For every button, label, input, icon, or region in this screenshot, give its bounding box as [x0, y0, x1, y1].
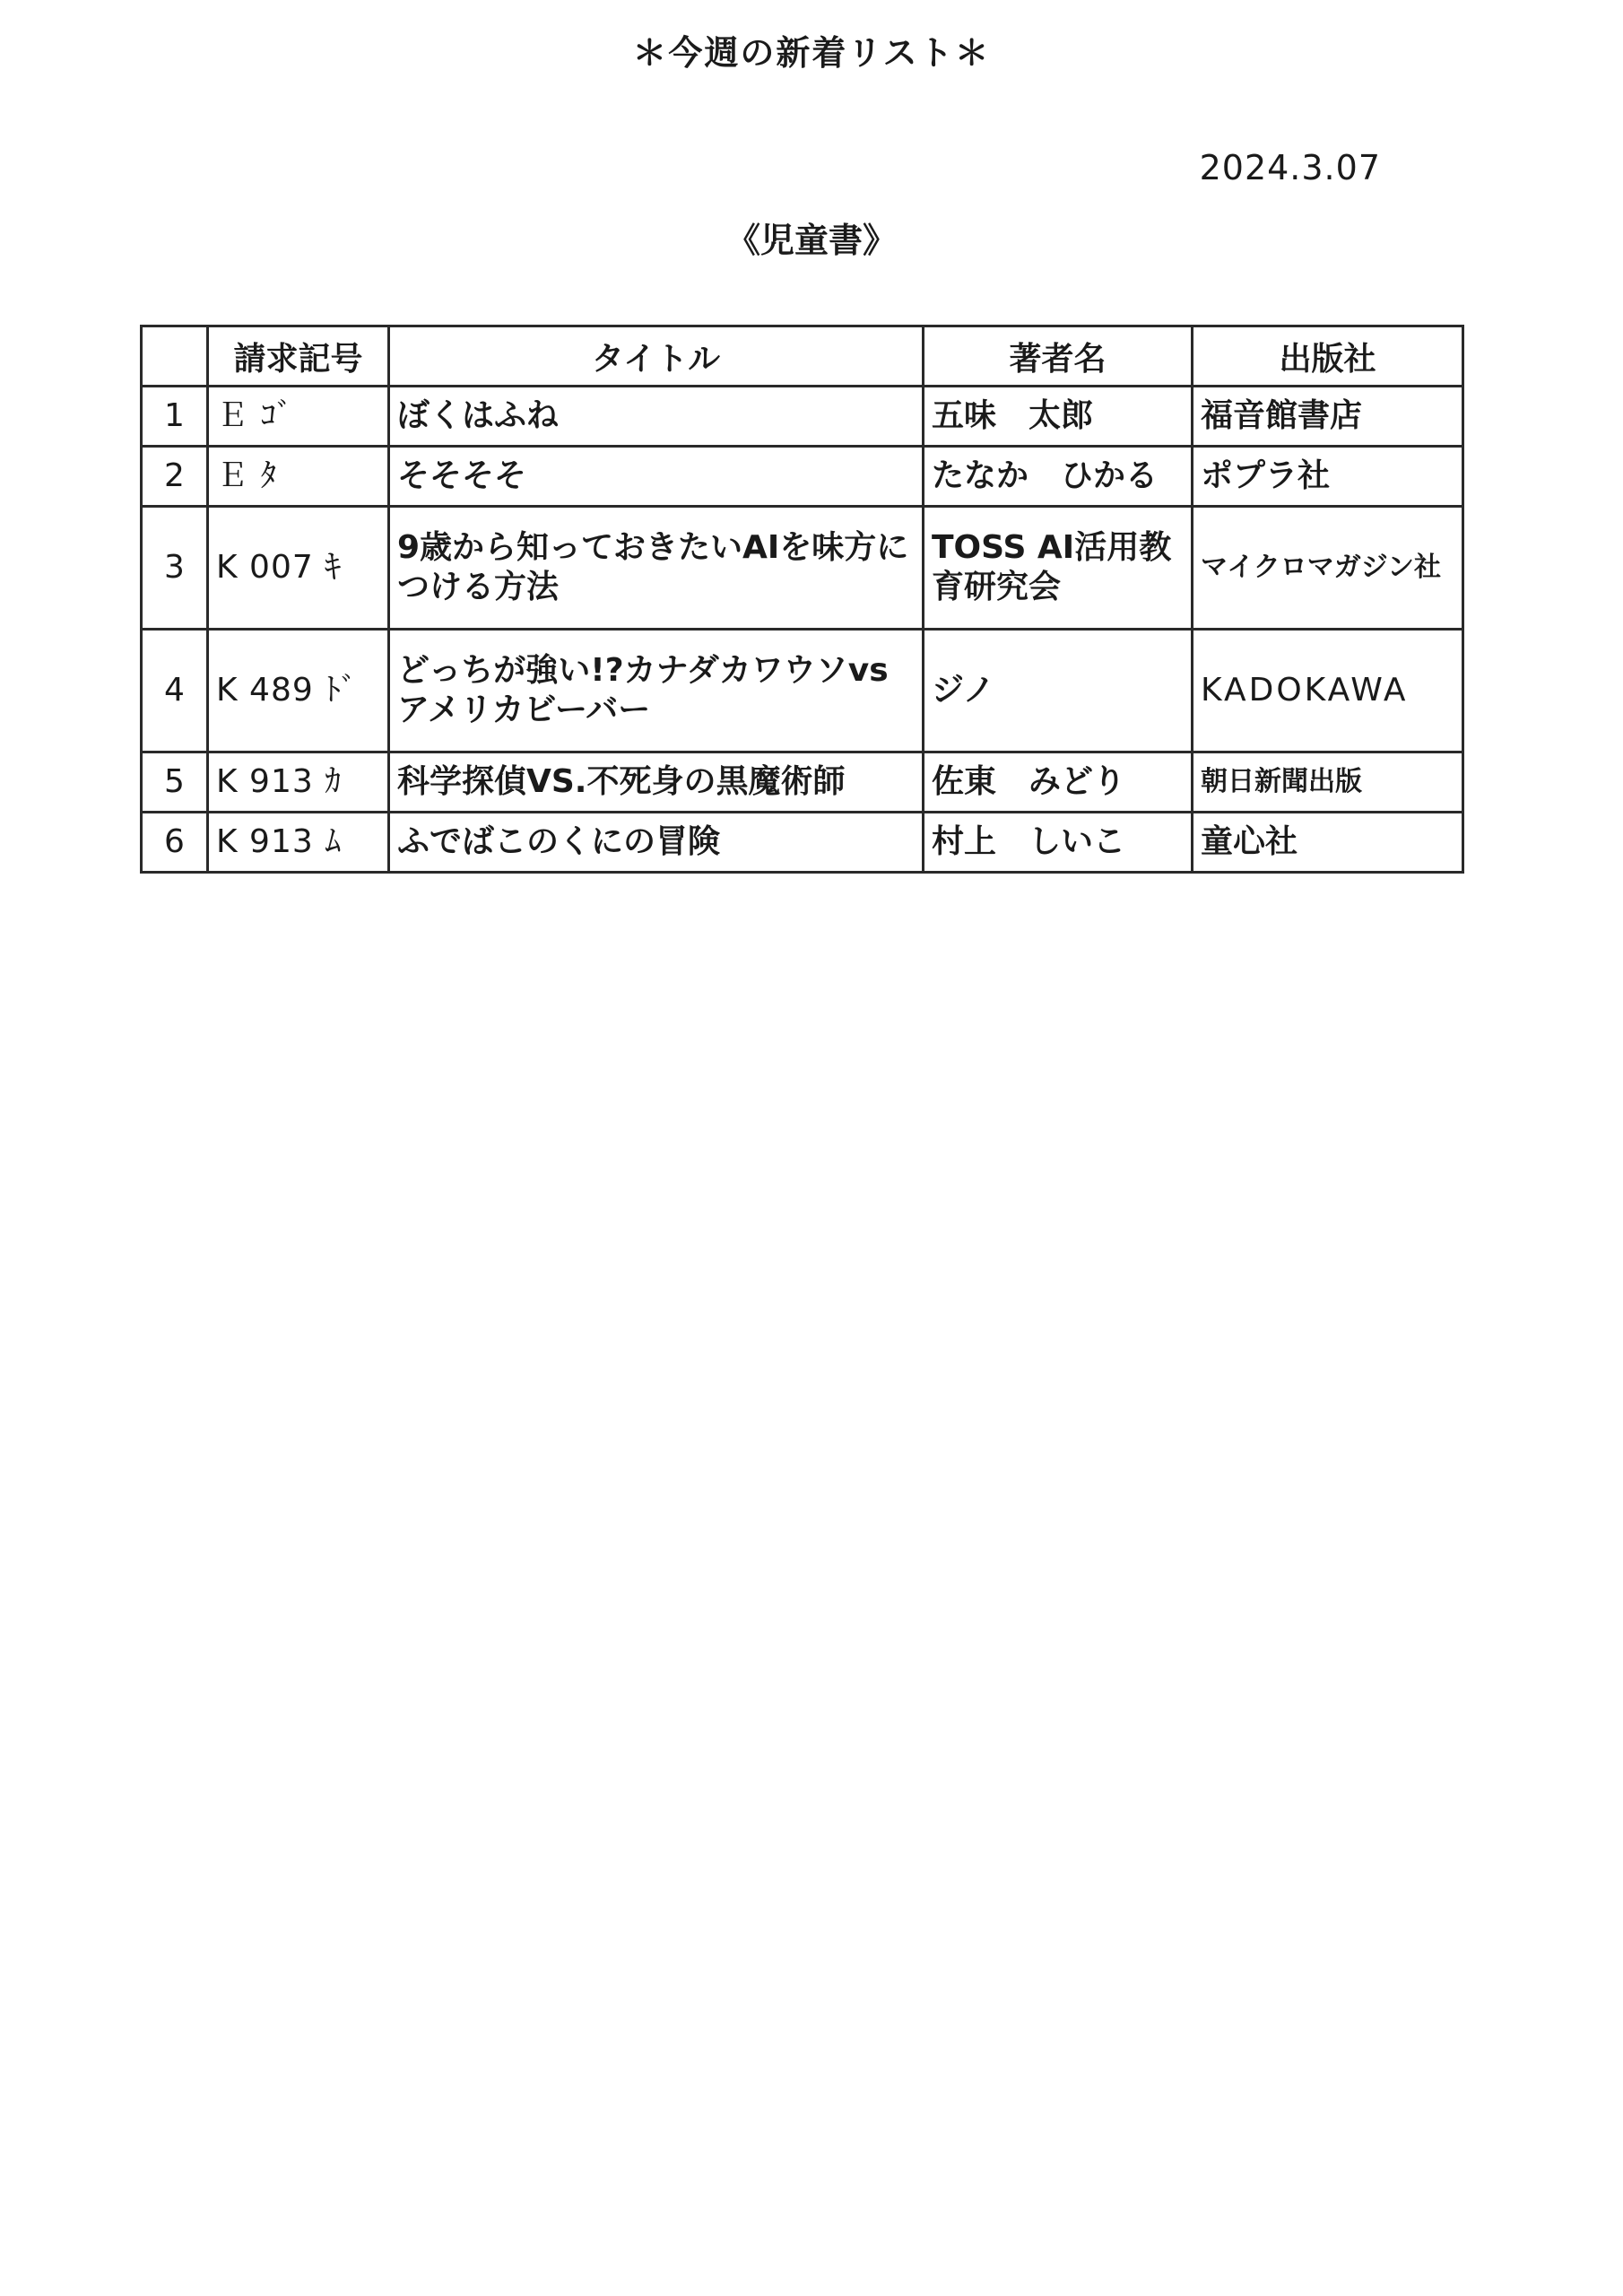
title-cell: そそそそ [389, 447, 924, 507]
publisher-cell: 福音館書店 [1193, 387, 1463, 447]
author-cell: たなか ひかる [924, 447, 1193, 507]
header-title: タイトル [389, 326, 924, 387]
call-number-cell: Ｅ ﾀ [208, 447, 389, 507]
row-number: 1 [142, 387, 208, 447]
author-cell: 村上 しいこ [924, 813, 1193, 873]
row-number: 5 [142, 752, 208, 813]
section-heading: 《児童書》 [725, 221, 897, 260]
header-call-number: 請求記号 [208, 326, 389, 387]
title-cell: ぼくはふね [389, 387, 924, 447]
table-header-row [142, 326, 1463, 387]
title-cell: どっちが強い!?カナダカワウソvsアメリカビーバー [389, 630, 924, 752]
new-arrivals-table [140, 325, 1464, 874]
title-cell: ふでばこのくにの冒険 [389, 813, 924, 873]
page-title: ＊今週の新着リスト＊ [632, 33, 991, 73]
publisher-cell: マイクロマガジン社 [1193, 507, 1463, 630]
header-author: 著者名 [924, 326, 1193, 387]
table-row [142, 447, 1463, 507]
table-row [142, 630, 1463, 752]
publisher-cell: 童心社 [1193, 813, 1463, 873]
title-cell: 科学探偵VS.不死身の黒魔術師 [389, 752, 924, 813]
author-cell: 佐東 みどり [924, 752, 1193, 813]
author-cell: TOSS AI活用教育研究会 [924, 507, 1193, 630]
title-cell: 9歳から知っておきたいAIを味方につける方法 [389, 507, 924, 630]
table-row [142, 813, 1463, 873]
call-number-cell: Ｅ ｺﾞ [208, 387, 389, 447]
header-publisher: 出版社 [1193, 326, 1463, 387]
row-number: 3 [142, 507, 208, 630]
call-number-cell: K 489 ﾄﾞ [208, 630, 389, 752]
call-number-cell: K 913 ｶ [208, 752, 389, 813]
call-number-cell: K 007 ｷ [208, 507, 389, 630]
row-number: 4 [142, 630, 208, 752]
table-row [142, 387, 1463, 447]
author-cell: ジノ [924, 630, 1193, 752]
table-row [142, 752, 1463, 813]
list-date: 2024.3.07 [1199, 148, 1381, 187]
publisher-cell: KADOKAWA [1193, 630, 1463, 752]
table-row [142, 507, 1463, 630]
publisher-cell: ポプラ社 [1193, 447, 1463, 507]
row-number: 2 [142, 447, 208, 507]
call-number-cell: K 913 ﾑ [208, 813, 389, 873]
header-number [142, 326, 208, 387]
row-number: 6 [142, 813, 208, 873]
publisher-cell: 朝日新聞出版 [1193, 752, 1463, 813]
author-cell: 五味 太郎 [924, 387, 1193, 447]
